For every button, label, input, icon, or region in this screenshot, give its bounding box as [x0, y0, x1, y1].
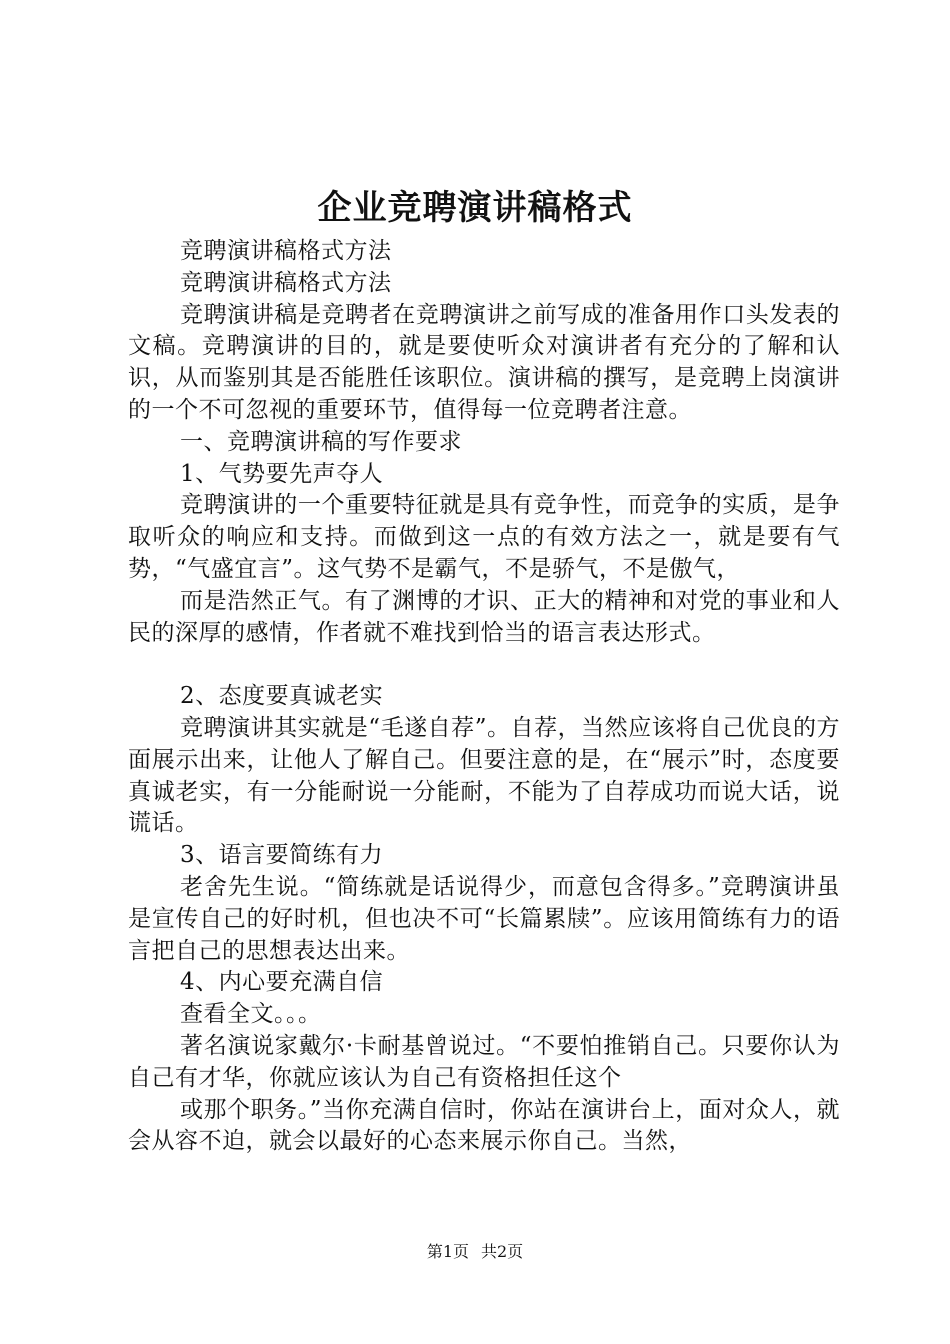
- document-title: 企业竞聘演讲稿格式: [317, 188, 633, 228]
- page-footer: [0, 1240, 950, 1264]
- document-body: [128, 236, 840, 1158]
- subheading-concise: 3、语言要简练有力: [180, 842, 384, 869]
- paragraph-carnegie: 著名演说家戴尔·卡耐基曾说过。“不要怕推销自己。只要你认为自己有才华，你就应该认为自己有资格担任这个: [128, 1032, 840, 1091]
- subheading-momentum: 1、气势要先声夺人: [180, 460, 384, 487]
- page-number-current: 第1页: [426, 1242, 469, 1261]
- subheading-confidence: 4、内心要充满自信: [180, 969, 384, 996]
- paragraph-subtitle-2: 竞聘演讲稿格式方法: [180, 269, 392, 296]
- paragraph-intro: 竞聘演讲稿是竞聘者在竞聘演讲之前写成的准备用作口头发表的文稿。竞聘演讲的目的，就是要使听众对演讲者有充分的了解和认识，从而鉴别其是否能胜任该职位。演讲稿的撰写，是竞聘上岗演讲的一个不可忽视的重要环节，值得每一位竞聘者注意。: [128, 301, 840, 423]
- paragraph-sincerity: 竞聘演讲其实就是“毛遂自荐”。自荐，当然应该将自己优良的方面展示出来，让他人了解自己。但要注意的是，在“展示”时，态度要真诚老实，有一分能耐说一分能耐，不能为了自荐成功而说大话，说谎话。: [128, 714, 840, 837]
- paragraph-momentum-cont: 而是浩然正气。有了渊博的才识、正大的精神和对党的事业和人民的深厚的感情，作者就不难找到恰当的语言表达形式。: [128, 587, 840, 646]
- blank-line: [128, 649, 840, 681]
- paragraph-carnegie-cont: 或那个职务。”当你充满自信时，你站在演讲台上，面对众人，就会从容不迫，就会以最好的心态来展示你自己。当然，: [128, 1096, 840, 1155]
- view-full-text-link[interactable]: 查看全文。。。: [180, 1001, 322, 1028]
- page-number-total: 共2页: [481, 1242, 524, 1261]
- subheading-sincerity: 2、态度要真诚老实: [180, 683, 384, 710]
- paragraph-subtitle-1: 竞聘演讲稿格式方法: [180, 238, 392, 264]
- paragraph-concise: 老舍先生说。“简练就是话说得少，而意包含得多。”竞聘演讲虽是宣传自己的好时机，但也决不可“长篇累牍”。应该用简练有力的语言把自己的思想表达出来。: [128, 873, 840, 964]
- paragraph-momentum: 竞聘演讲的一个重要特征就是具有竞争性，而竞争的实质，是争取听众的响应和支持。而做到这一点的有效方法之一，就是要有气势，“气盛宜言”。这气势不是霸气，不是骄气，不是傲气，: [128, 492, 840, 582]
- section-heading-requirements: 一、竞聘演讲稿的写作要求: [180, 428, 462, 455]
